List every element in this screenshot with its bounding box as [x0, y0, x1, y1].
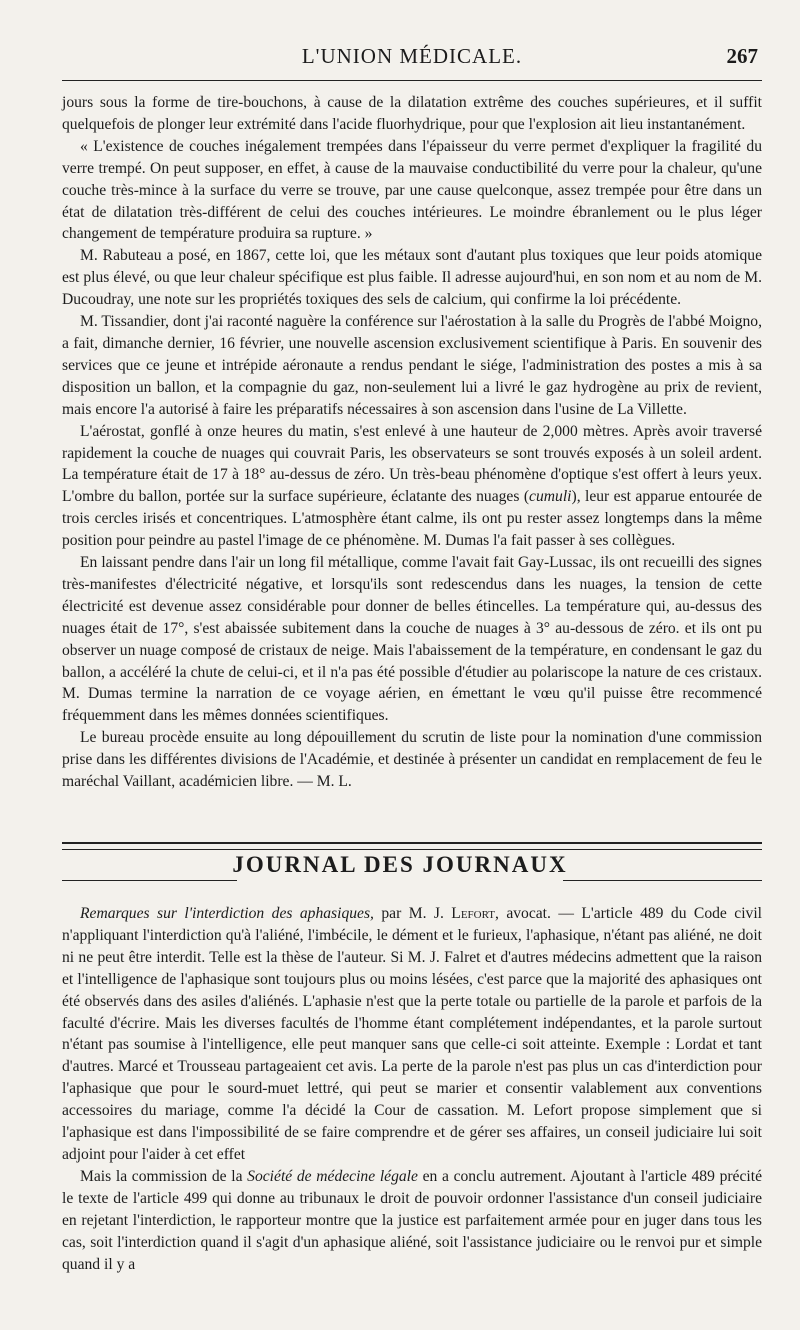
section-title: JOURNAL DES JOURNAUX [232, 852, 568, 877]
paragraph-text: en a conclu autrement. Ajoutant à l'article 489 précité le texte de l'article 499 qui donne au tribunaux le droit de pouvoir ordonner l'assistance d'un conseil judiciaire en rejetant l'interdiction, le rapporteur montre que la justice est parfaitement armée pour en juger dans tous les cas, soit l'interdiction quand il s'agit d'un aphasique aliéné, soit l'assistance judiciaire ou le renvoi pur et simple quand il y a [62, 1167, 762, 1273]
section-divider [62, 842, 762, 850]
title-rule-right [563, 880, 762, 881]
author-name: Lefort [451, 905, 495, 922]
page-number: 267 [726, 44, 758, 68]
paragraph: En laissant pendre dans l'air un long fil métallique, comme l'avait fait Gay-Lussac, ils ont recueilli des signes très-manifestes d'électricité négative, et lorsqu'ils sont redescendus dans les nuages, la tension de cette électricité est devenue assez considérable pour donner de belles étincelles. La température qui, au-dessus des nuages était de 17°, s'est abaissée subitement dans la couche de nuages à 3° au-dessous de zéro. et ils ont pu observer un nuage composé de cristaux de neige. Mais l'abaissement de la température, en condensant le gaz du ballon, a accéléré la chute de celui-ci, et il n'a pas été possible d'étudier au polariscope la nature de ces cristaux. M. Dumas termine la narration de ce voyage aérien, en émettant le vœu qu'il puisse être recommencé fréquemment dans les mêmes données scientifiques. [62, 554, 762, 725]
paragraph-text: ), leur est apparue entourée de trois cercles irisés et concentriques. L'atmosphère étant calme, ils ont pu rester assez longtemps dans la même position pour peindre au pastel l'image de ce phénomène. M. Dumas l'a fait passer à ses collègues. [62, 488, 762, 550]
paragraph [62, 1166, 762, 1276]
header-rule [62, 80, 762, 81]
paragraph: jours sous la forme de tire-bouchons, à cause de la dilatation extrême des couches supérieures, et il suffit quelquefois de plonger leur extrémité dans l'acide fluorhydrique, pour que l'explosion ait lieu instantanément. [62, 94, 762, 133]
journal-section [62, 903, 762, 1275]
paragraph [62, 421, 762, 552]
running-title: L'UNION MÉDICALE. [301, 44, 523, 68]
running-head [62, 44, 762, 80]
paragraph-text: Mais la commission de la [80, 1167, 248, 1185]
paragraph-text: par M. J. [373, 905, 452, 922]
paragraph: « L'existence de couches inégalement trempées dans l'épaisseur du verre permet d'expliquer la fragilité du verre trempé. On peut supposer, en effet, à cause de la mauvaise conductibilité du verre pour la chaleur, qu'une couche très-mince à la surface du verre se trouve, par une cause quelconque, assez trempée pour être dans un état de dilatation très-différent de celui des couches intérieures. Le moindre ébranlement ou le plus léger changement de température produira sa rupture. » [62, 137, 762, 243]
paragraph: M. Rabuteau a posé, en 1867, cette loi, que les métaux sont d'autant plus toxiques que leur poids atomique est plus élevé, ou que leur chaleur spécifique est plus faible. Il adresse aujourd'hui, en son nom et au nom de M. Ducoudray, une note sur les propriétés toxiques des sels de calcium, qui confirme la loi précédente. [62, 247, 762, 309]
italic-term: Société de médecine légale [247, 1167, 418, 1185]
article-title: Remarques sur l'interdiction des aphasiques, [80, 905, 374, 922]
academy-report-section [62, 92, 762, 793]
paragraph [62, 903, 762, 1166]
paragraph-text: L'aérostat, gonflé à onze heures du matin, s'est enlevé à une hauteur de 2,000 mètres. Après avoir traversé rapidement la couche de nuages qui couvrait Paris, les observateurs se sont trouvés exposés à un soleil ardent. La température était de 17 à 18° au-dessus de zéro. Un très-beau phénomène d'optique s'est offert à leurs yeux. L'ombre du ballon, portée sur la surface supérieure, éclatante des nuages ( [62, 422, 762, 506]
paragraph: M. Tissandier, dont j'ai raconté naguère la conférence sur l'aérostation à la salle du Progrès de l'abbé Moigno, a fait, dimanche dernier, 16 février, une nouvelle ascension exclusivement scientifique à Paris. En souvenir des services que ce jeune et intrépide aéronaute a rendus pendant le siége, l'administration des postes a mis à sa disposition un ballon, et la compagnie du gaz, non-seulement lui a livré le gaz hydrogène au prix de revient, mais encore l'a autorisé à faire les préparatifs nécessaires à son ascension dans l'usine de La Villette. [62, 313, 762, 418]
paragraph: Le bureau procède ensuite au long dépouillement du scrutin de liste pour la nomination d'une commission prise dans les différentes divisions de l'Académie, et destinée à présenter un candidat en remplacement de feu le maréchal Vaillant, académicien libre. — M. L. [62, 729, 762, 791]
paragraph-text: , avocat. — L'article 489 du Code civil n'appliquant l'interdiction qu'à l'aliéné, l'imbécile, le dément et le furieux, l'aphasique, n'étant pas aliéné, ne doit ni ne peut être interdit. Telle est la thèse de l'auteur. Si M. J. Falret et d'autres médecins admettent que la raison et l'intelligence de l'aphasique sont toujours plus ou moins lésées, c'est parce que la majorité des aphasiques ont été observés dans des asiles d'aliénés. L'aphasie n'est que la perte totale ou partielle de la parole et parfois de la faculté d'écrire. Mais les diverses facultés de l'homme étant complétement indépendantes, et la parole surtout n'étant pas soumise à l'intelligence, elle peut manquer sans que celle-ci soit atteinte. Exemple : Lordat et tant d'autres. Marcé et Trousseau partageaient cet avis. La perte de la parole n'est pas plus un cas d'interdiction pour l'aphasique que pour le sourd-muet lettré, qui peut se marier et consentir valablement aux conventions accessoires du mariage, comme l'a décidé la Cour de cassation. M. Lefort propose simplement que si l'aphasique est dans l'impossibilité de se faire comprendre et de gérer ses affaires, un conseil judiciaire lui soit adjoint pour l'aider à cet effet [62, 905, 762, 1163]
title-rule-left [62, 880, 237, 881]
italic-term: cumuli [529, 488, 572, 506]
